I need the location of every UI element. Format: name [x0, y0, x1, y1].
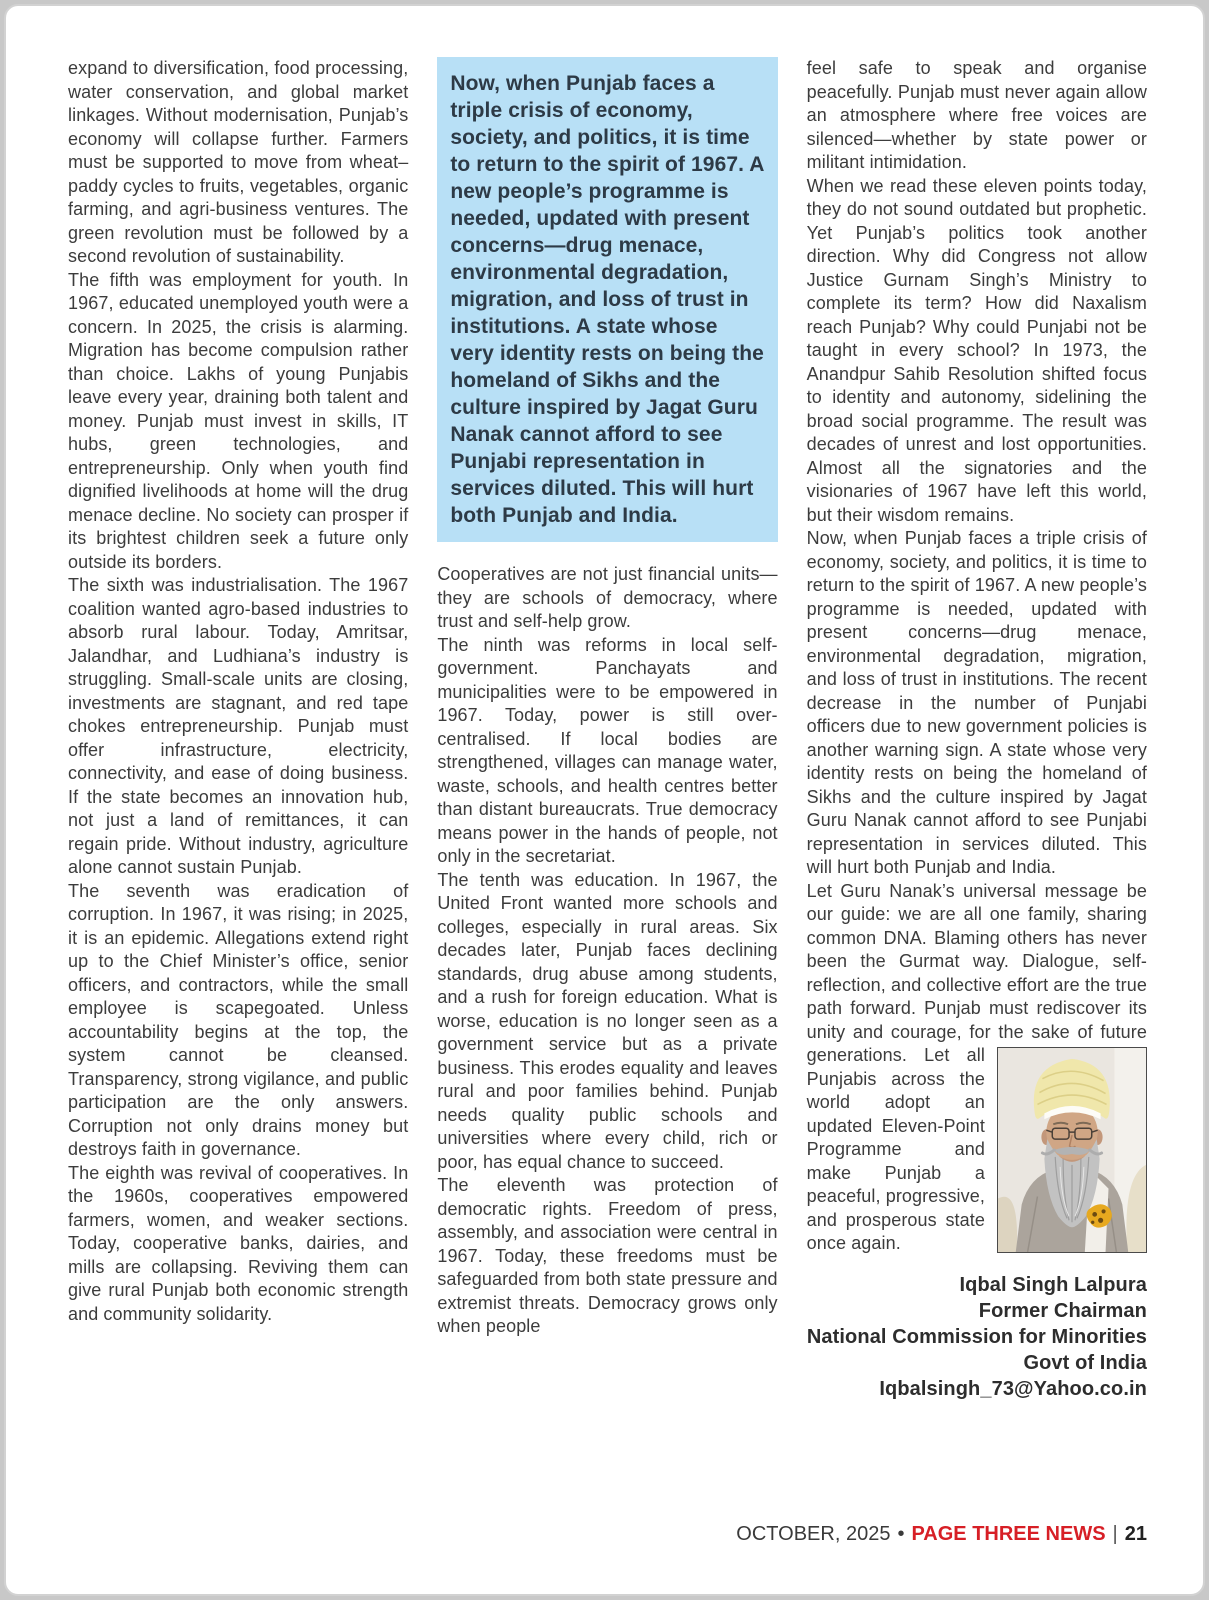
paragraph: Cooperatives are not just financial units—they are schools of democracy, where trust and self-help grow. [437, 564, 778, 631]
pull-quote: Now, when Punjab faces a triple crisis of economy, society, and politics, it is time to return to the spirit of 1967. A new people’s programme is needed, updated with present concerns—drug menace, environmental degradation, migration, and loss of trust in institutions. A state whose very identity rests on being the homeland of Sikhs and the culture inspired by Jagat Guru Nanak cannot afford to see Punjabi representation in services diluted. This will hurt both Punjab and India. [437, 57, 777, 542]
footer-divider: | [1112, 1523, 1118, 1545]
footer-date: OCTOBER, 2025 [736, 1523, 891, 1545]
author-title: Former Chairman [978, 1299, 1147, 1322]
byline [807, 1272, 1147, 1402]
author-organisation: National Commission for Minorities [806, 1325, 1147, 1348]
column-left [68, 57, 408, 1402]
author-photo-image [997, 1047, 1147, 1253]
footer-page-number: 21 [1124, 1523, 1147, 1545]
paragraph: The tenth was education. In 1967, the United Front wanted more schools and colleges, especially in rural areas. Six decades later, Punjab faces declining standards, drug abuse among students, and a rush for foreign education. What is worse, education is no longer seen as a government service but as a private business. This erodes equality and leaves rural and poor families behind. Punjab needs quality public schools and universities where every child, rich or poor, has equal chance to succeed. [437, 869, 778, 1172]
author-name: Iqbal Singh Lalpura [959, 1273, 1147, 1296]
paragraph: When we read these eleven points today, they do not sound outdated but prophetic. Yet Punjab’s politics took another direction. Why did Congress not allow Justice Gurnam Singh’s Ministry to complete its term? How did Naxalism reach Punjab? Why could Punjabi not be taught in every school? In 1973, the Anandpur Sahib Resolution shifted focus to identity and autonomy, sidelining the broad social programme. The result was decades of unrest and lost opportunities. Almost all the signatories and the visionaries of 1967 have left this world, but their wisdom remains. [806, 175, 1147, 525]
paragraph: expand to diversification, food processing, water conservation, and global market linkages. Without modernisation, Punjab’s economy will collapse further. Farmers must be supported to move from wheat–paddy cycles to fruits, vegetables, organic farming, and agri-business ventures. The green revolution must be followed by a second revolution of sustainability. [68, 58, 409, 266]
paragraph: The ninth was reforms in local self-government. Panchayats and municipalities were to be empowered in 1967. Today, power is still over-centralised. If local bodies are strengthened, villages can manage water, waste, schools, and health centres better than distant bureaucrats. True democracy means power in the hands of people, not only in the secretariat. [437, 634, 778, 866]
author-govt: Govt of India [1023, 1351, 1147, 1374]
page-footer [736, 1523, 1147, 1546]
column-center [437, 57, 777, 1402]
paragraph: The fifth was employment for youth. In 1967, educated unemployed youth were a concern. In 2025, the crisis is alarming. Migration has become compulsion rather than choice. Lakhs of young Punjabis leave every year, draining both talent and money. Punjab must invest in skills, IT hubs, green technologies, and entrepreneurship. Only when youth find dignified livelihoods at home will the drug menace decline. No society can prosper if its brightest children seek a future only outside its borders. [68, 269, 409, 572]
paragraph-text: sake of future generations. Let all Punjabis across the world adopt an updated Eleven-Point Programme and make Punjab a peaceful, progressive, and prosperous state once again. [806, 1021, 1147, 1253]
article-body [68, 57, 1147, 1402]
paragraph: The sixth was industrialisation. The 1967 coalition wanted agro-based industries to absorb rural labour. Today, Amritsar, Jalandhar, and Ludhiana’s industry is struggling. Small-scale units are closing, investments are stagnant, and red tape chokes entrepreneurship. Punjab must offer infrastructure, electricity, connectivity, and ease of doing business. If the state becomes an innovation hub, not just a land of remittances, it can regain pride. Without industry, agriculture alone cannot sustain Punjab. [68, 575, 409, 877]
paragraph-text: Let Guru Nanak’s universal message be our guide: we are all one family, sharing common DNA. Blaming others has never been the Gurmat way. Dialogue, self-reflection, and collective effort are the true path forward. Punjab must rediscover its unity and courage, for the [806, 880, 1147, 1042]
paragraph: The seventh was eradication of corruption. In 1967, it was rising; in 2025, it is an epidemic. Allegations extend right up to the Chief Minister’s office, senior officers, and contractors, while the small employee is scapegoated. Unless accountability begins at the top, the system cannot be cleansed. Transparency, strong vigilance, and public participation are the only answers. Corruption not only drains money but destroys faith in governance. [68, 880, 409, 1159]
author-email: Iqbalsingh_73@Yahoo.co.in [879, 1377, 1147, 1400]
paragraph-with-photo [807, 880, 1147, 1256]
paragraph: Now, when Punjab faces a triple crisis of economy, society, and politics, it is time to return to the spirit of 1967. A new people’s programme is needed, updated with present concerns—drug menace, environmental degradation, migration, and loss of trust in institutions. The recent decrease in the number of Punjabi officers due to new government policies is another warning sign. A state whose very identity rests on being the homeland of Sikhs and the culture inspired by Jagat Guru Nanak cannot afford to see Punjabi representation in services diluted. This will hurt both Punjab and India. [806, 528, 1147, 877]
paragraph: feel safe to speak and organise peacefully. Punjab must never again allow an atmosphere where free voices are silenced—whether by state power or militant intimidation. [806, 58, 1147, 172]
footer-publication: PAGE THREE NEWS [911, 1523, 1106, 1545]
magazine-page [4, 4, 1205, 1596]
footer-bullet: • [897, 1523, 905, 1545]
column-right [807, 57, 1147, 1402]
paragraph: The eighth was revival of cooperatives. In the 1960s, cooperatives empowered farmers, women, and weaker sections. Today, cooperative banks, dairies, and mills are collapsing. Reviving them can give rural Punjab both economic strength and community solidarity. [68, 1162, 409, 1324]
paragraph: The eleventh was protection of democratic rights. Freedom of press, assembly, and association were central in 1967. Today, these freedoms must be safeguarded from both state pressure and extremist threats. Democracy grows only when people [437, 1175, 778, 1336]
